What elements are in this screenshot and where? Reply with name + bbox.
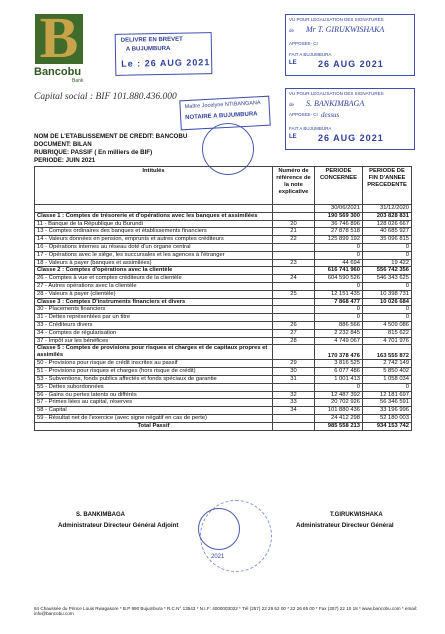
logo-sub: Bank [72, 78, 84, 84]
table-row [35, 282, 412, 290]
table-row [35, 228, 412, 236]
row-label: 33 - Créditeurs divers [35, 321, 273, 329]
row-value-current: 2 232 845 [315, 329, 363, 337]
legal1-title: VU POUR LEGALISATION DES SIGNATURES [289, 17, 384, 22]
row-value-current: 1 001 413 [315, 375, 363, 383]
row-label: 26 - Comptes à vue et comptes créditeurs de la clientèle [35, 275, 273, 283]
col-note: Numéro de référence de la note explicative [273, 167, 315, 205]
row-note: 31 [273, 375, 315, 383]
legal2-fait: FAIT A BUJUMBURA [289, 126, 332, 131]
institution-name: NOM DE L'ETABLISSEMENT DE CREDIT: BANCOBU [34, 133, 188, 140]
row-value-previous: 4 509 086 [363, 321, 412, 329]
row-note [273, 243, 315, 251]
row-value-previous: 815 622 [363, 329, 412, 337]
row-value-previous: 35 096 815 [363, 236, 412, 244]
table-row [35, 360, 412, 368]
row-label: 17 - Opérations avec le siège, les succursales et les agences à l'étranger [35, 251, 273, 259]
row-note: 33 [273, 399, 315, 407]
row-note [273, 345, 315, 360]
row-note [273, 422, 315, 430]
table-row [35, 259, 412, 267]
table-row [35, 375, 412, 383]
row-label: 16 - Opérations internes au réseau doté d'un organe central [35, 243, 273, 251]
capital-social: Capital social : BIF 101.880.436.000 [34, 92, 177, 102]
table-row [35, 337, 412, 345]
col-periode: PERIODE CONCERNEE [315, 167, 363, 205]
row-value-current: 7 868 477 [315, 298, 363, 306]
table-header-row [35, 167, 412, 205]
signer-right-name: T.GIRUKWISHAKA [330, 512, 383, 518]
section-row [35, 298, 412, 306]
row-note [273, 306, 315, 314]
row-value-current: 0 [315, 314, 363, 322]
legal2-le: LE [289, 134, 297, 140]
row-value-current: 3 816 525 [315, 360, 363, 368]
bancobu-logo-letter: B [39, 5, 79, 70]
legal2-title: VU POUR LEGALISATION DES SIGNATURES [289, 91, 384, 96]
row-label: Classe 5 : Comptes de provisions pour risques et charges et de capitaux propres et assimilés [35, 345, 273, 360]
row-value-current: 12 151 435 [315, 290, 363, 298]
legal2-signer-note: dessus [321, 111, 340, 119]
legalisation-stamp-2 [285, 88, 415, 150]
total-row [35, 422, 412, 430]
row-value-previous: 0 [363, 243, 412, 251]
table-row [35, 290, 412, 298]
table-row [35, 314, 412, 322]
legal1-fait: FAIT A BUJUMBURA [289, 52, 332, 57]
row-value-previous: 934 153 742 [363, 422, 412, 430]
section-row [35, 267, 412, 275]
row-label: 59 - Résultat net de l'exercice (avec signe négatif en cas de perte) [35, 414, 273, 422]
row-value-previous: 0 [363, 383, 412, 391]
table-row [35, 275, 412, 283]
row-value-current: 604 590 526 [315, 275, 363, 283]
legal2-signer: S. BANKIMBAGA [306, 99, 365, 108]
table-row [35, 220, 412, 228]
row-value-previous: 52 180 003 [363, 414, 412, 422]
row-note [273, 212, 315, 220]
section-row [35, 345, 412, 360]
row-label: 57 - Primes liées au capital, réserves [35, 399, 273, 407]
round-seal-bottom [198, 508, 240, 550]
row-label: Classe 3 : Comptes D'instruments financiers et divers [35, 298, 273, 306]
row-note: 34 [273, 407, 315, 415]
row-value-current: 0 [315, 383, 363, 391]
table-row [35, 251, 412, 259]
row-label: 31 - Dettes représentées par un titre [35, 314, 273, 322]
row-note: 26 [273, 321, 315, 329]
signer-left-name: S. BANKIMBAGA [76, 512, 125, 518]
seal-year: 2021 [211, 554, 225, 560]
row-value-previous: 4 701 976 [363, 337, 412, 345]
row-value-previous: 2 742 149 [363, 360, 412, 368]
row-label: 55 - Dettes subordonnées [35, 383, 273, 391]
row-value-previous: 546 343 625 [363, 275, 412, 283]
row-value-current: 4 749 067 [315, 337, 363, 345]
legal2-apposee: APPOSEE- CI [289, 112, 318, 117]
table-row [35, 243, 412, 251]
row-note [273, 282, 315, 290]
row-value-previous: 12 181 697 [363, 391, 412, 399]
row-value-previous: 56 346 591 [363, 399, 412, 407]
row-value-current: 20 702 926 [315, 399, 363, 407]
row-note: 32 [273, 391, 315, 399]
row-value-current: 190 569 300 [315, 212, 363, 220]
row-value-current: 27 878 518 [315, 228, 363, 236]
row-label: 58 - Capital [35, 407, 273, 415]
row-value-current: 101 880 436 [315, 407, 363, 415]
row-value-current: 616 741 960 [315, 267, 363, 275]
table-row [35, 329, 412, 337]
legal1-signer: Mr T. GIRUKWISHAKA [306, 25, 385, 34]
row-value-previous: 1 058 034 [363, 375, 412, 383]
legal1-apposee: APPOSEE- CI [289, 41, 318, 46]
row-label: 11 - Banque de la République du Burundi [35, 220, 273, 228]
row-label: 34 - Comptes de régularisation [35, 329, 273, 337]
row-label: 28 - Valeurs à payer (clientèle) [35, 290, 273, 298]
row-note [273, 414, 315, 422]
row-value-previous: 40 685 927 [363, 228, 412, 236]
row-value-current: 36 746 896 [315, 220, 363, 228]
row-value-previous: 33 196 996 [363, 407, 412, 415]
row-value-current: 24 412 298 [315, 414, 363, 422]
row-label: 37 - Impôt sur les bénéfices [35, 337, 273, 345]
table-row [35, 414, 412, 422]
periode: PERIODE: JUIN 2021 [34, 157, 96, 164]
table-row [35, 306, 412, 314]
legal2-de: de [289, 102, 295, 107]
row-value-previous: 0 [363, 251, 412, 259]
row-note: 23 [273, 259, 315, 267]
legal2-date: 26 AUG 2021 [318, 133, 384, 143]
rubrique: RUBRIQUE: PASSIF ( En milliers de BIF) [34, 149, 153, 156]
row-label: 14 - Valeurs données en pension, emprunts et autres comptes créditeurs [35, 236, 273, 244]
row-value-current: 125 899 192 [315, 236, 363, 244]
delivre-line3: Le : 26 AUG 2021 [121, 57, 211, 69]
table-row [35, 368, 412, 376]
table-row [35, 383, 412, 391]
delivre-line2: A BUJUMBURA [125, 45, 171, 53]
row-value-current: 170 378 476 [315, 345, 363, 360]
document-type: DOCUMENT: BILAN [34, 141, 92, 148]
row-value-previous: 203 828 831 [363, 212, 412, 220]
row-value-previous: 163 555 872 [363, 345, 412, 360]
row-note: 29 [273, 360, 315, 368]
delivre-stamp [115, 32, 213, 76]
table-row [35, 321, 412, 329]
row-value-current: 0 [315, 282, 363, 290]
row-value-current: 886 566 [315, 321, 363, 329]
table-body [35, 212, 412, 430]
row-value-current: 12 487 392 [315, 391, 363, 399]
row-label: 13 - Comptes ordinaires des banques et établissements financiers [35, 228, 273, 236]
delivre-line1: DELIVRE EN BREVET [120, 36, 183, 44]
row-note [273, 251, 315, 259]
row-value-current: 0 [315, 251, 363, 259]
row-value-current: 6 077 486 [315, 368, 363, 376]
logo-name: Bancobu [34, 66, 82, 78]
signer-right-title: Administrateur Directeur Général [296, 522, 394, 529]
col-intitules: Intitulés [35, 167, 273, 205]
row-label: Total Passif [35, 422, 273, 430]
legal1-de: de [289, 28, 295, 33]
row-value-previous: 10 026 684 [363, 298, 412, 306]
notaire-line2: NOTAIRE A BUJUMBURA [185, 111, 258, 122]
date-current: 30/06/2021 [315, 205, 363, 213]
row-value-previous: 5 850 402 [363, 368, 412, 376]
date-previous: 31/12/2020 [363, 205, 412, 213]
row-note: 21 [273, 228, 315, 236]
section-row [35, 212, 412, 220]
row-note [273, 383, 315, 391]
row-value-previous: 128 026 667 [363, 220, 412, 228]
row-value-previous: 0 [363, 314, 412, 322]
row-value-current: 0 [315, 306, 363, 314]
footer-address: 84 Chaussée du Prince Louis Rwagasore * B.P 990 Bujumbura * R.C.N° 13543 * N.I.F: 4000003022 * Tél (257) 22 26 52 00 * 22 26 65 00 * Fax (257) 22 10 18 * www.bancobu.com * email: info@bancobu.com [34, 606, 418, 616]
row-label: Classe 2 : Comptes d'opérations avec la clientèle [35, 267, 273, 275]
table-row [35, 236, 412, 244]
row-value-current: 44 694 [315, 259, 363, 267]
table-row [35, 399, 412, 407]
row-value-previous: 0 [363, 306, 412, 314]
notaire-line1: Maître Jocelyne NTIBANGANA [184, 100, 261, 111]
legalisation-stamp-1 [285, 14, 415, 76]
row-note: 24 [273, 275, 315, 283]
col-fin-annee: PERIODE DE FIN D'ANNEE PRECEDENTE [363, 167, 412, 205]
row-note [273, 314, 315, 322]
row-label: 56 - Gains ou pertes latents ou différés [35, 391, 273, 399]
row-label: Classe 1 : Comptes de trésorerie et d'opérations avec les banques et assimilées [35, 212, 273, 220]
legal1-date: 26 AUG 2021 [318, 59, 384, 69]
row-note [273, 298, 315, 306]
row-label: 18 - Valeurs à payer (banques et assimilées) [35, 259, 273, 267]
row-label: 53 - Subventions, fonds publics affectés et fonds spéciaux de garantie [35, 375, 273, 383]
row-label: 50 - Provisions pour risque de crédit inscrites au passif [35, 360, 273, 368]
row-value-previous: 19 422 [363, 259, 412, 267]
row-value-previous: 10 398 731 [363, 290, 412, 298]
legal1-le: LE [289, 60, 297, 66]
row-note: 20 [273, 220, 315, 228]
row-value-previous: 556 742 356 [363, 267, 412, 275]
row-note: 27 [273, 329, 315, 337]
row-value-current: 0 [315, 243, 363, 251]
table-row [35, 391, 412, 399]
row-note [273, 267, 315, 275]
signer-left-title: Administrateur Directeur Général Adjoint [58, 522, 179, 529]
row-note: 25 [273, 290, 315, 298]
passif-table [34, 166, 412, 431]
row-note: 22 [273, 236, 315, 244]
row-value-current: 985 558 213 [315, 422, 363, 430]
row-label: 51 - Provisions pour risques et charges (hors risque de crédit) [35, 368, 273, 376]
table-date-row [35, 205, 412, 213]
row-note: 28 [273, 337, 315, 345]
row-value-previous: 0 [363, 282, 412, 290]
table-row [35, 407, 412, 415]
row-note: 30 [273, 368, 315, 376]
row-label: 30 - Placements financiers [35, 306, 273, 314]
row-label: 27 - Autres opérations avec la clientèle [35, 282, 273, 290]
